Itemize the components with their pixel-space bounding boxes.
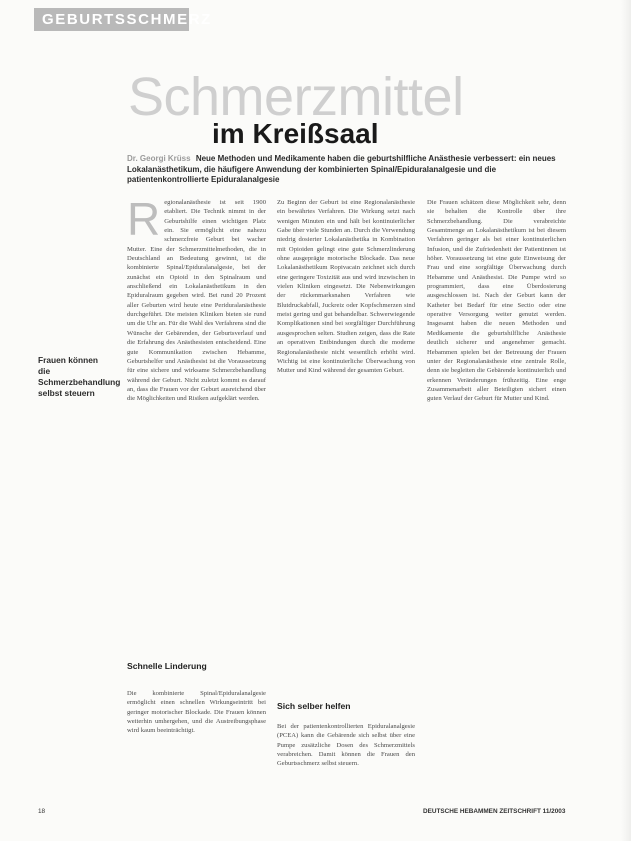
drop-cap: R xyxy=(127,193,161,245)
text-column-1-section xyxy=(127,689,266,736)
column-1-section-body: Die kombinierte Spinal/Epiduralanalgesie ermöglicht einen schnellen Wirkungseintritt bei geringer motorischer Blockade. Die Frauen können weiterhin umhergehen, und die Austreibungsphase wird kaum beeinträchtigt. xyxy=(127,690,266,735)
column-3-body: Die Frauen schätzen diese Möglichkeit sehr, denn sie behalten die Kontrolle über ihre Schmerzbehandlung. Die verabreichte Gesamtmenge an Lokalanästhetikum ist bei diesem Verfahren geringer als bei einer kontinuierlichen Infusion, und die Zufriedenheit der Patientinnen ist höher. Voraussetzung ist eine gute Einweisung der Frau und eine sorgfältige Überwachung durch Hebamme und Anästhesist. Die Pumpe wird so programmiert, dass eine Überdosierung ausgeschlossen ist. Nach der Geburt kann der Katheter bei Bedarf für eine Sectio oder eine operative Versorgung weiter genutzt werden. Insgesamt haben die neuen Methoden und Medikamente die geburtshilfliche Anästhesie deutlich sicherer und angenehmer gemacht. Hebammen spielen bei der Betreuung der Frauen unter der Regionalanästhesie eine zentrale Rolle, denn sie begleiten die Gebärende kontinuierlich und erkennen Veränderungen frühzeitig. Eine enge Zusammenarbeit aller Beteiligten sichert einen guten Verlauf der Geburt für Mutter und Kind. xyxy=(427,199,566,403)
article-lead xyxy=(127,154,567,186)
lead-text: Neue Methoden und Medikamente haben die geburtshilfliche Anästhesie verbessert: ein neues Lokalanästhetikum, die häufigere Anwendung der kombinierten Spinal/Epiduralanalgesie und die patientenkontrollierte Epiduralanalgesie xyxy=(127,154,556,184)
text-column-1 xyxy=(127,193,266,404)
text-column-2-section xyxy=(277,722,415,769)
page-number: 18 xyxy=(38,808,46,815)
journal-footer: DEUTSCHE HEBAMMEN ZEITSCHRIFT 11/2003 xyxy=(423,808,566,815)
margin-note: Frauen können die Schmerzbehandlung selbst steuern xyxy=(38,355,121,398)
section-heading-schnelle-linderung: Schnelle Linderung xyxy=(127,661,207,671)
column-1-body: egionalanästhesie ist seit 1900 etabliert. Die Technik nimmt in der Geburtshilfe einen wichtigen Platz ein. Sie ermöglicht eine nahezu schmerzfreie Geburt bei wacher Mutter. Eine der Schmerzmittelmethoden, die in Deutschland an Bedeutung gewinnt, ist die kombinierte Spinal/Epiduralanalgesie, bei der zunächst ein Opioid in den Spinalraum und anschließend ein Lokalanästhetikum in den Epiduralraum gegeben wird. Bei rund 20 Prozent aller Geburten wird heute eine Periduralanästhesie durchgeführt. Die meisten Kliniken bieten sie rund um die Uhr an. Für die Wahl des Verfahrens sind die Wünsche der Gebärenden, der Geburtsverlauf und die Erfahrung des Anästhesisten entscheidend. Eine gute Kommunikation zwischen Hebamme, Geburtshelfer und Anästhesist ist die Voraussetzung für eine sichere und wirksame Schmerzbehandlung während der Geburt. Nicht zuletzt kommt es darauf an, dass die Frauen vor der Geburt ausreichend über die Möglichkeiten und Risiken aufgeklärt werden. xyxy=(127,199,266,403)
column-2-body: Zu Beginn der Geburt ist eine Regionalanästhesie ein bewährtes Verfahren. Die Wirkung setzt nach wenigen Minuten ein und hält bei kontinuierlicher Gabe über viele Stunden an. Durch die Verwendung niedrig dosierter Lokalanästhetika in Kombination mit Opioiden gelingt eine gute Schmerzlinderung ohne ausgeprägte motorische Blockade. Das neue Lokalanästhetikum Ropivacain zeichnet sich durch eine geringere Toxizität aus und wird inzwischen in vielen Kliniken eingesetzt. Die Nebenwirkungen der rückenmarksnahen Verfahren wie Blutdruckabfall, Juckreiz oder Kopfschmerzen sind meist gering und gut behandelbar. Schwerwiegende Komplikationen sind bei sorgfältiger Durchführung ausgesprochen selten. Studien zeigen, dass die Rate an operativen Entbindungen durch die moderne Regionalanästhesie nicht wesentlich erhöht wird. Wichtig ist eine kontinuierliche Überwachung von Mutter und Kind während der gesamten Geburt. xyxy=(277,199,415,375)
article-headline: Schmerzmittel xyxy=(128,67,464,127)
text-column-3 xyxy=(427,198,566,404)
column-2-section-body: Bei der patientenkontrollierten Epiduralanalgesie (PCEA) kann die Gebärende sich selbst über eine Pumpe zusätzliche Dosen des Schmerzmittels verabreichen. Damit können die Frauen den Geburtsschmerz selbst steuern. xyxy=(277,723,415,768)
section-tab xyxy=(34,8,212,31)
lead-author: Dr. Georgi Krüss xyxy=(127,154,191,163)
text-column-2 xyxy=(277,198,415,376)
page-fold-shadow xyxy=(621,0,631,841)
section-tab-label: GEBURTSSCHMERZ xyxy=(42,11,212,28)
section-heading-sich-selber-helfen: Sich selber helfen xyxy=(277,701,351,711)
article-subheadline: im Kreißsaal xyxy=(212,118,379,149)
